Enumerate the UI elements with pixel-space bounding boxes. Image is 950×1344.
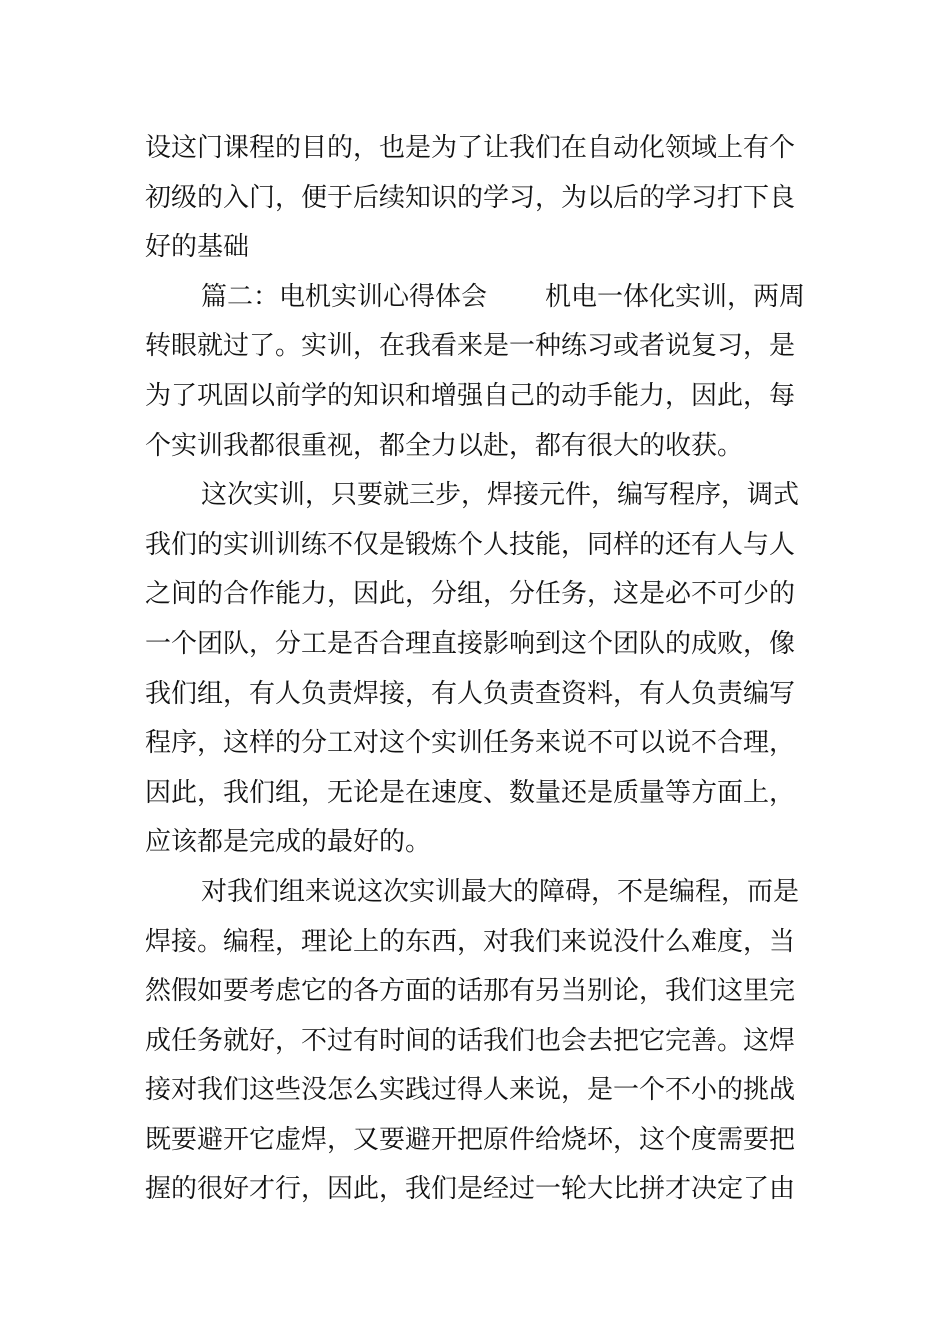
text-line: 握的很好才行，因此，我们是经过一轮大比拼才决定了由	[145, 1174, 796, 1205]
text-line: 设这门课程的目的，也是为了让我们在自动化领域上有个	[145, 133, 796, 163]
heading-spacer	[494, 273, 538, 323]
text-line: 应该都是完成的最好的。	[145, 827, 432, 858]
text-segment: 机电一体化实训，两周	[544, 281, 805, 312]
text-line: 成任务就好，不过有时间的话我们也会去把它完善。这焊	[145, 1025, 796, 1056]
text-line: 既要避开它虚焊，又要避开把原件给烧坏，这个度需要把	[145, 1124, 796, 1155]
text-line: 然假如要考虑它的各方面的话那有另当别论，我们这里完	[145, 976, 796, 1007]
text-line: 对我们组来说这次实训最大的障碍，不是编程，而是	[201, 876, 800, 907]
text-line: 焊接。编程，理论上的东西，对我们来说没什么难度，当	[145, 926, 796, 957]
text-line: 为了巩固以前学的知识和增强自己的动手能力，因此，每	[145, 380, 796, 411]
document-page	[145, 124, 805, 1215]
text-line: 接对我们这些没怎么实践过得人来说，是一个不小的挑战	[145, 1075, 796, 1106]
text-line: 初级的入门，便于后续知识的学习，为以后的学习打下良	[145, 182, 796, 213]
text-line: 个实训我都很重视，都全力以赴，都有很大的收获。	[145, 430, 744, 461]
text-line: 好的基础	[145, 232, 250, 263]
section-heading-line	[145, 273, 805, 323]
text-line: 之间的合作能力，因此，分组，分任务，这是必不可少的	[145, 579, 796, 610]
text-line: 我们组，有人负责焊接，有人负责查资料，有人负责编写	[145, 678, 796, 709]
text-line: 这次实训，只要就三步，焊接元件，编写程序，调式	[201, 480, 800, 511]
text-line: 程序，这样的分工对这个实训任务来说不可以说不合理，	[145, 728, 796, 759]
text-line: 一个团队，分工是否合理直接影响到这个团队的成败，像	[145, 628, 796, 659]
text-line: 因此，我们组，无论是在速度、数量还是质量等方面上，	[145, 777, 796, 808]
text-line: 我们的实训训练不仅是锻炼个人技能，同样的还有人与人	[145, 529, 796, 560]
section-heading: 篇二：电机实训心得体会	[201, 281, 488, 312]
text-line: 转眼就过了。实训，在我看来是一种练习或者说复习，是	[145, 331, 796, 362]
